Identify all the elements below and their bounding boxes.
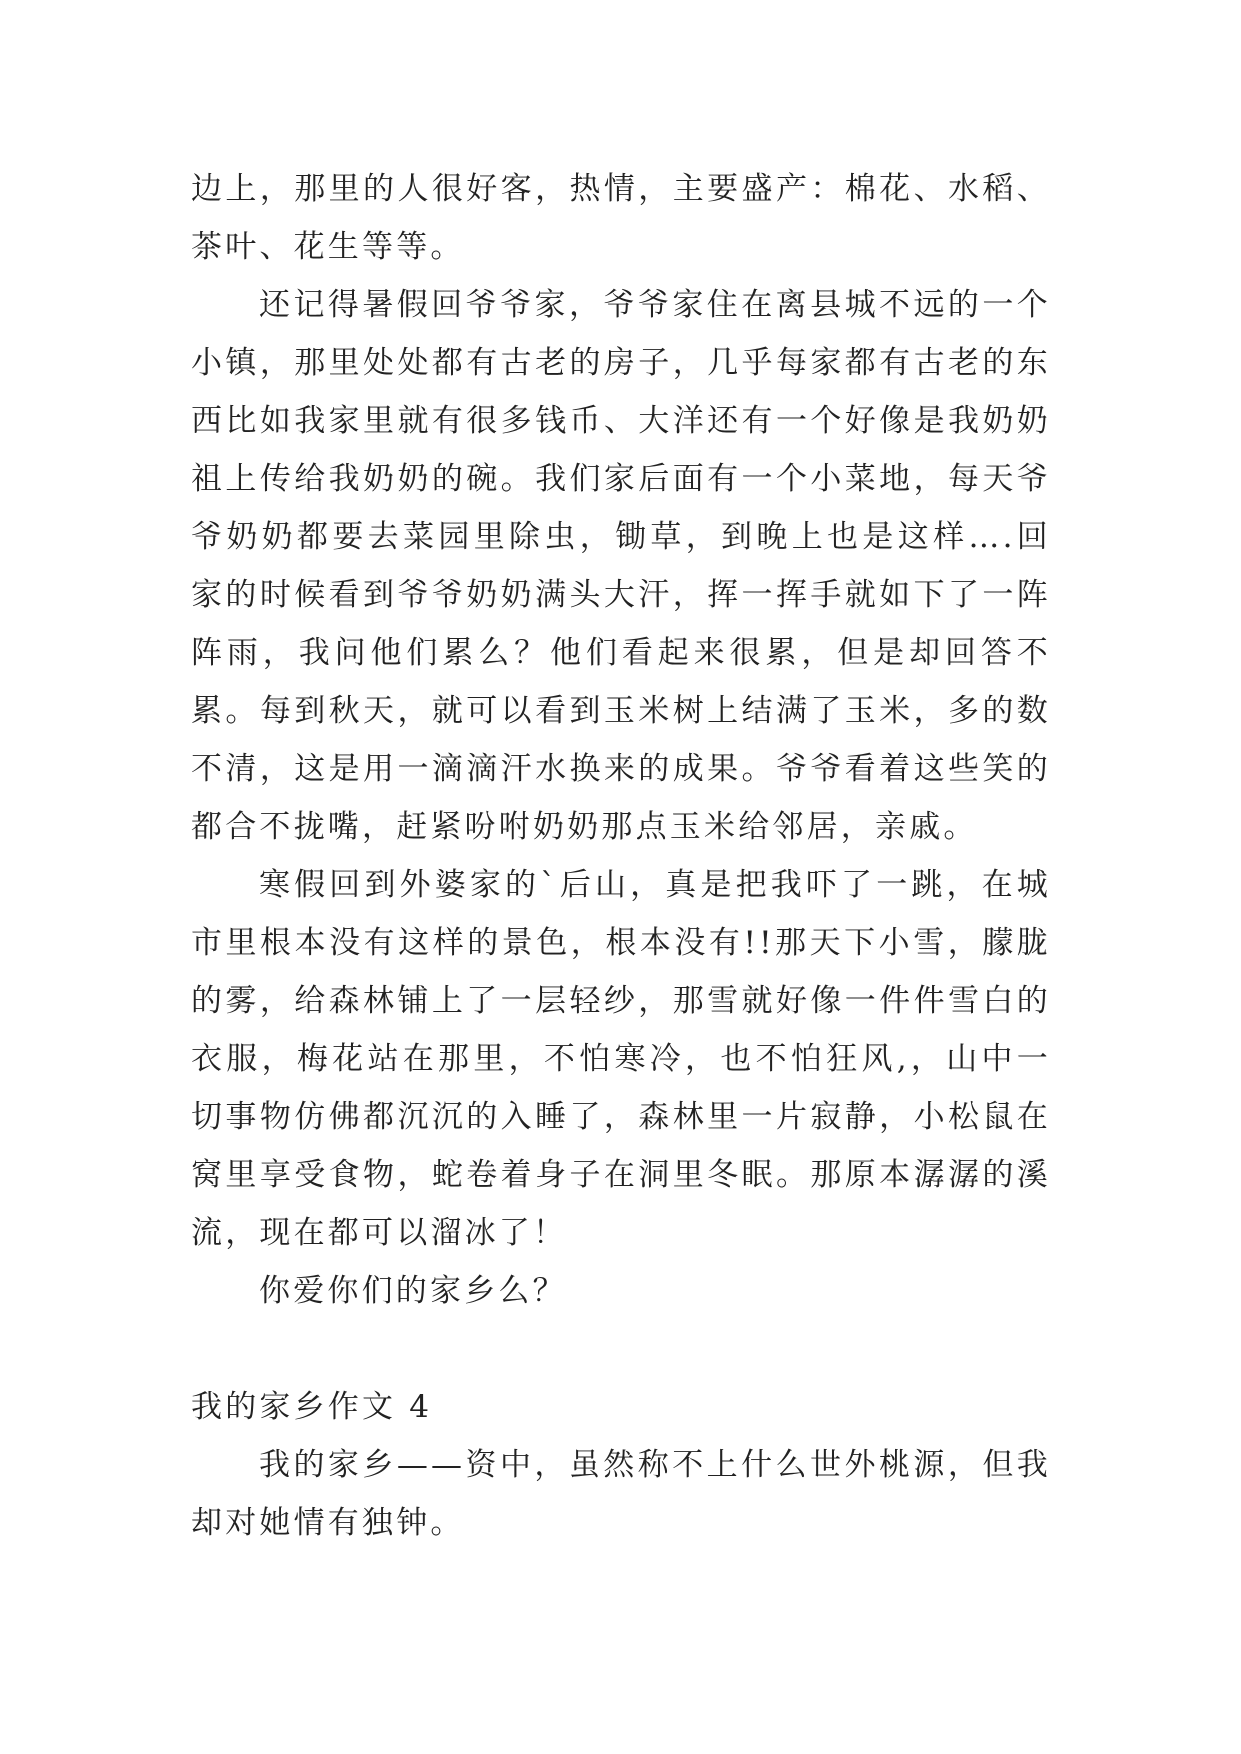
paragraph-grandparents: 还记得暑假回爷爷家，爷爷家住在离县城不远的一个小镇，那里处处都有古老的房子，几乎每家都有古老的东西比如我家里就有很多钱币、大洋还有一个好像是我奶奶祖上传给我奶奶的碗。我们家后面有一个小菜地，每天爷爷奶奶都要去菜园里除虫，锄草，到晚上也是这样….回家的时候看到爷爷奶奶满头大汗，挥一挥手就如下了一阵阵雨，我问他们累么？他们看起来很累，但是却回答不累。每到秋天，就可以看到玉米树上结满了玉米，多的数不清，这是用一滴滴汗水换来的成果。爷爷看着这些笑的都合不拢嘴，赶紧吩咐奶奶那点玉米给邻居，亲戚。 bbox=[191, 287, 1051, 845]
paragraph-zizhong: 我的家乡——资中，虽然称不上什么世外桃源，但我却对她情有独钟。 bbox=[191, 1447, 1051, 1541]
essay-heading: 我的家乡作文 4 bbox=[191, 1389, 433, 1425]
paragraph-question: 你爱你们的家乡么？ bbox=[259, 1273, 567, 1309]
document-body bbox=[191, 160, 1051, 1552]
paragraph-continuation: 边上，那里的人很好客，热情，主要盛产：棉花、水稻、茶叶、花生等等。 bbox=[191, 171, 1051, 265]
paragraph-winter-vacation: 寒假回到外婆家的`后山，真是把我吓了一跳，在城市里根本没有这样的景色，根本没有!!那天下小雪，朦胧的雾，给森林铺上了一层轻纱，那雪就好像一件件雪白的衣服，梅花站在那里，不怕寒冷，也不怕狂风,，山中一切事物仿佛都沉沉的入睡了，森林里一片寂静，小松鼠在窝里享受食物，蛇卷着身子在洞里冬眠。那原本潺潺的溪流，现在都可以溜冰了！ bbox=[191, 867, 1051, 1251]
